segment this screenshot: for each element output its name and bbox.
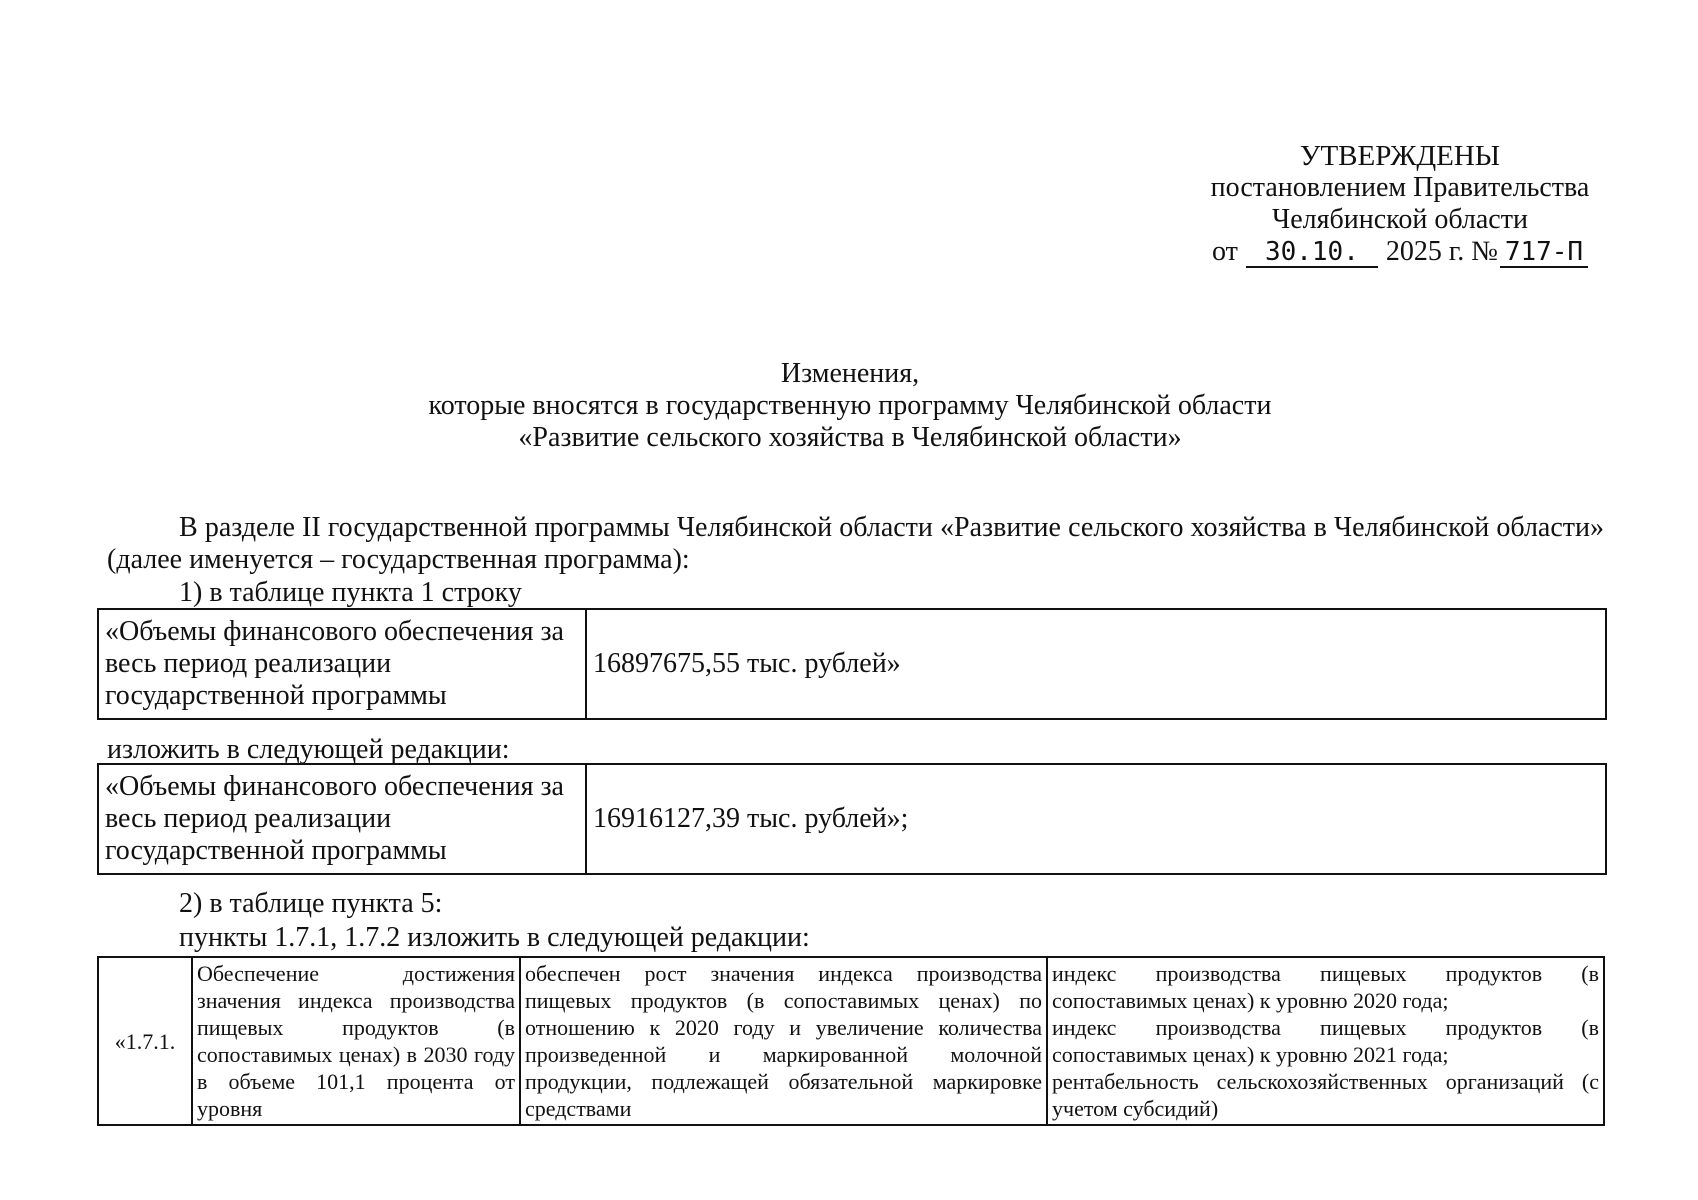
point-number: «1.7.1.: [98, 957, 192, 1125]
new-funding-value: 16916127,39 тыс. рублей»;: [586, 764, 1606, 874]
approval-title: УТВЕРЖДЕНЫ: [1299, 140, 1501, 172]
intro-paragraph: В разделе II государственной программы Челябинской области «Развитие сельского хозяйства в Челябинской области» (далее именуется – государственная программа):: [107, 512, 1604, 575]
document-title-line-2: которые вносятся в государственную программу Челябинской области: [428, 390, 1272, 421]
approval-date: 30.10.: [1246, 238, 1378, 268]
point-result-description: обеспечен рост значения индекса производства пищевых продуктов (в сопоставимых ценах) по отношению к 2020 году и увеличение количества произведенной и маркированной молочной продукции, подлежащей обязательной маркировке средствами: [520, 957, 1047, 1125]
table-row: [98, 957, 1604, 1125]
replace-text: изложить в следующей редакции:: [107, 734, 510, 765]
approval-year-suffix: 2025 г. №: [1385, 236, 1498, 267]
approval-line-2: Челябинской области: [1272, 204, 1528, 235]
old-funding-table: [97, 608, 1607, 720]
indicator-1: индекс производства пищевых продуктов (в сопоставимых ценах) к уровню 2020 года;: [1052, 961, 1599, 1013]
document-title: [300, 358, 1400, 454]
approval-number: 717-П: [1500, 238, 1588, 268]
program-points-table: [97, 956, 1605, 1126]
approval-prefix: от: [1212, 236, 1238, 267]
item-2-text: 2) в таблице пункта 5:: [179, 888, 443, 919]
new-funding-row: [98, 764, 1606, 874]
old-funding-value: 16897675,55 тыс. рублей»: [586, 609, 1606, 719]
approval-date-line: [1190, 236, 1610, 268]
new-funding-table: [97, 763, 1607, 875]
indicator-2: индекс производства пищевых продуктов (в сопоставимых ценах) к уровню 2021 года;: [1052, 1015, 1599, 1067]
item-2-subtext: пункты 1.7.1, 1.7.2 изложить в следующей редакции:: [179, 922, 810, 953]
indicator-3: рентабельность сельскохозяйственных организаций (с учетом субсидий): [1052, 1069, 1599, 1121]
old-funding-row: [98, 609, 1606, 719]
approval-block: [1190, 140, 1610, 268]
point-task-description: Обеспечение достижения значения индекса производства пищевых продуктов (в сопоставимых ценах) в 2030 году в объеме 101,1 процента от уровня: [192, 957, 520, 1125]
item-1-text: 1) в таблице пункта 1 строку: [179, 577, 522, 608]
old-funding-label: «Объемы финансового обеспечения за весь период реализации государственной программы: [98, 609, 586, 719]
document-title-line-1: Изменения,: [780, 358, 920, 389]
approval-line-1: постановлением Правительства: [1210, 172, 1590, 203]
point-indicators: [1047, 957, 1604, 1125]
document-title-line-3: «Развитие сельского хозяйства в Челябинской области»: [518, 422, 1182, 453]
new-funding-label: «Объемы финансового обеспечения за весь период реализации государственной программы: [98, 764, 586, 874]
